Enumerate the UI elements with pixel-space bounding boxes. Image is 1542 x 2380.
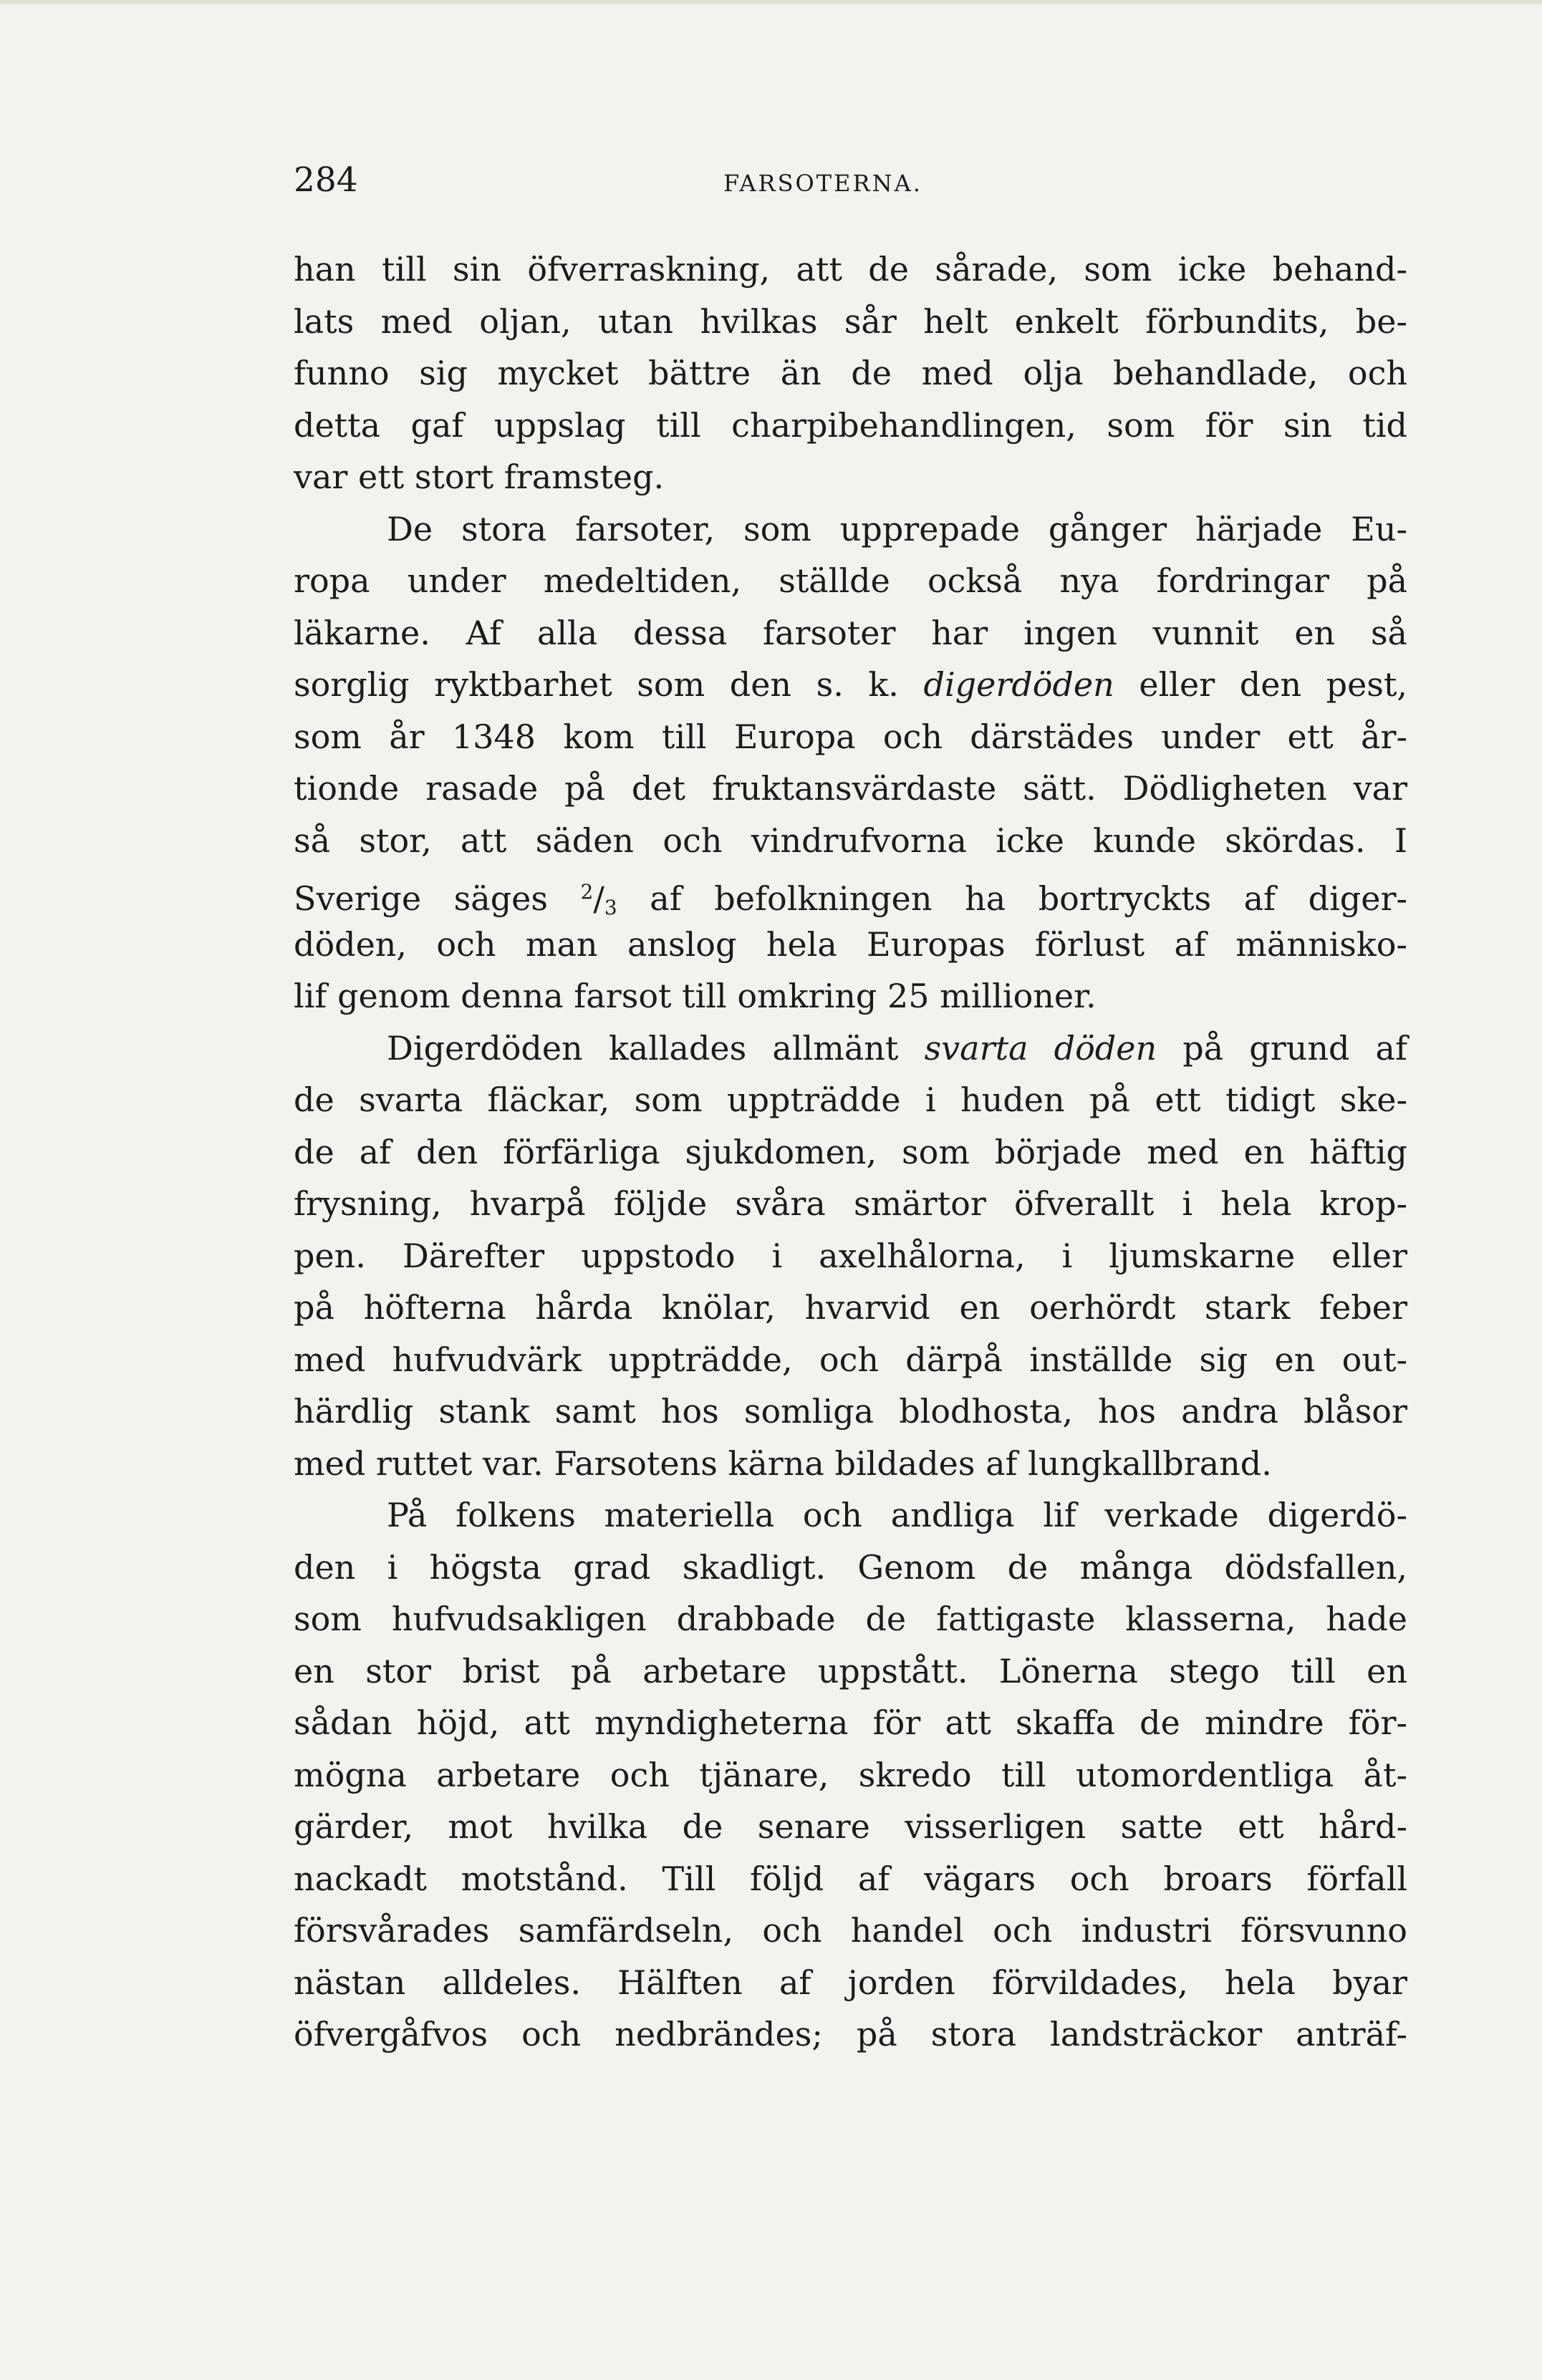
fraction-denominator: 3 — [604, 896, 617, 919]
italic-term: svarta döden — [924, 1028, 1157, 1068]
text-segment: af befolkningen ha bortryckts af diger- — [650, 879, 1407, 918]
text-line: som år 1348 kom till Europa och därstädes under ett år- — [294, 717, 1407, 756]
fraction: $^2/_3$ — [580, 879, 617, 919]
text-line: lats med oljan, utan hvilkas sår helt enkelt förbundits, be- — [294, 301, 1407, 341]
text-line: lif genom denna farsot till omkring 25 millioner. — [294, 977, 1097, 1015]
text-line: funno sig mycket bättre än de med olja behandlade, och — [294, 354, 1407, 392]
text-line: tionde rasade på det fruktansvärdaste sätt. Dödligheten var — [294, 769, 1407, 808]
text-line: frysning, hvarpå följde svåra smärtor öfverallt i hela krop- — [294, 1184, 1407, 1223]
text-segment: på grund af — [1182, 1028, 1408, 1068]
paragraph-start-line — [294, 1022, 1407, 1075]
text-line: var ett stort framsteg. — [294, 458, 665, 496]
text-line — [294, 866, 1407, 919]
text-line: de svarta fläckar, som uppträdde i huden på ett tidigt ske- — [294, 1080, 1407, 1119]
text-line: de af den förfärliga sjukdomen, som började med en häftig — [294, 1132, 1407, 1171]
fraction-numerator: 2 — [580, 880, 594, 904]
text-line: han till sin öfverraskning, att de sårade, som icke behand- — [294, 250, 1407, 289]
text-line: mögna arbetare och tjänare, skredo till utomordentliga åt- — [294, 1755, 1407, 1794]
text-line: på höfterna hårda knölar, hvarvid en oerhördt stark feber — [294, 1288, 1407, 1327]
paragraph-start-line: De stora farsoter, som upprepade gånger härjade Eu- — [387, 509, 1407, 548]
text-segment: Sverige säges — [294, 879, 548, 918]
page-top-edge — [0, 0, 1542, 4]
text-segment: Digerdöden kallades allmänt — [387, 1028, 899, 1068]
text-segment: sorglig ryktbarhet som den s. k. — [294, 665, 899, 704]
text-line: detta gaf uppslag till charpibehandlingen, som för sin tid — [294, 405, 1407, 445]
text-line — [294, 659, 1407, 711]
text-line: med hufvudvärk uppträdde, och därpå inställde sig en out- — [294, 1340, 1407, 1379]
text-line: den i högsta grad skadligt. Genom de många dödsfallen, — [294, 1547, 1407, 1587]
text-line: härdlig stank samt hos somliga blodhosta, hos andra blåsor — [294, 1392, 1407, 1431]
running-title: FARSOTERNA. — [723, 170, 922, 197]
text-line: döden, och man anslog hela Europas förlust af människo- — [294, 924, 1407, 964]
text-line: försvårades samfärdseln, och handel och industri försvunno — [294, 1911, 1407, 1950]
text-line: ropa under medeltiden, ställde också nya fordringar på — [294, 561, 1407, 600]
text-line: nackadt motstånd. Till följd af vägars och broars förfall — [294, 1859, 1407, 1898]
text-line: som hufvudsakligen drabbade de fattigaste klasserna, hade — [294, 1600, 1407, 1638]
text-line: läkarne. Af alla dessa farsoter har ingen vunnit en så — [294, 613, 1407, 652]
text-line: en stor brist på arbetare uppstått. Lönerna stego till en — [294, 1651, 1407, 1690]
paragraph-start-line: På folkens materiella och andliga lif verkade digerdö- — [387, 1496, 1407, 1534]
body-text — [294, 243, 1407, 2061]
page-number: 284 — [294, 160, 358, 200]
text-line: sådan höjd, att myndigheterna för att skaffa de mindre för- — [294, 1703, 1407, 1742]
italic-term: digerdöden — [923, 665, 1114, 704]
text-line: pen. Därefter uppstodo i axelhålorna, i ljumskarne eller — [294, 1236, 1407, 1275]
text-line: så stor, att säden och vindrufvorna icke kunde skördas. I — [294, 821, 1407, 860]
text-line: gärder, mot hvilka de senare visserligen satte ett hård- — [294, 1807, 1407, 1846]
text-line: öfvergåfvos och nedbrändes; på stora landsträckor anträf- — [294, 2015, 1407, 2054]
text-segment: eller den pest, — [1139, 665, 1408, 704]
text-line: nästan alldeles. Hälften af jorden förvildades, hela byar — [294, 1963, 1407, 2002]
text-line: med ruttet var. Farsotens kärna bildades af lungkallbrand. — [294, 1443, 1272, 1483]
